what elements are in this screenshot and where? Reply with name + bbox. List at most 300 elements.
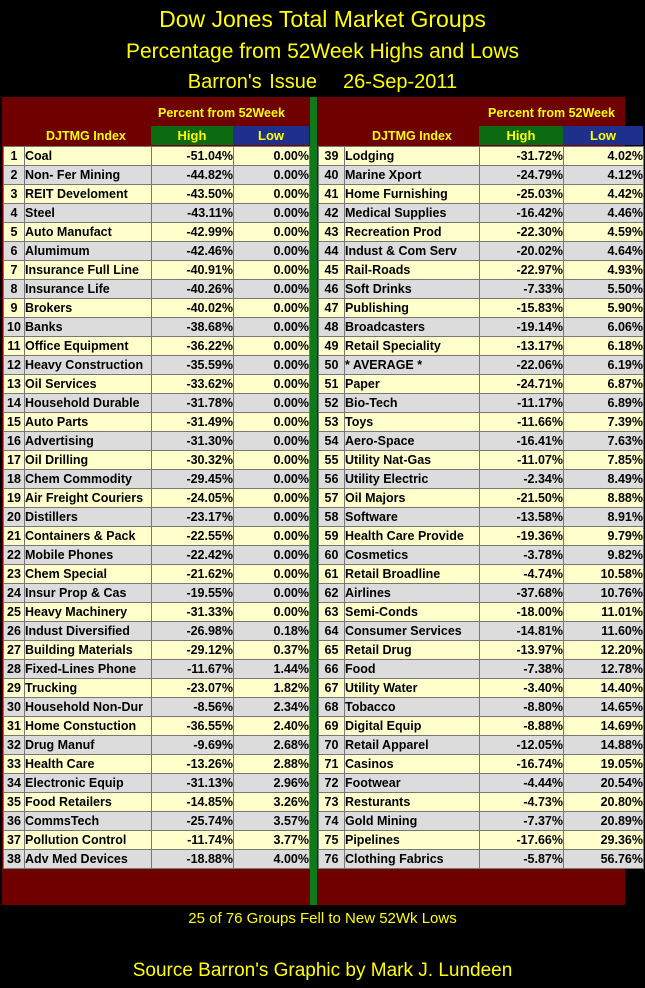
pct-from-high: -36.55% [152,717,234,736]
pct-from-low: 6.19% [564,356,644,375]
pct-from-low: 0.00% [234,261,310,280]
table-row [4,432,310,451]
table-row [319,147,644,166]
row-number: 44 [319,242,345,261]
pct-from-low: 0.00% [234,147,310,166]
group-name: Office Equipment [25,337,152,356]
row-number: 46 [319,280,345,299]
pct-from-high: -40.02% [152,299,234,318]
table-row [319,489,644,508]
pct-from-high: -12.05% [480,736,564,755]
group-name: Steel [25,204,152,223]
row-number: 72 [319,774,345,793]
table-left [3,146,310,869]
group-name: * AVERAGE * [345,356,480,375]
group-name: Clothing Fabrics [345,850,480,869]
pct-from-low: 0.00% [234,166,310,185]
pct-from-high: -11.07% [480,451,564,470]
row-number: 12 [4,356,25,375]
table-row [319,432,644,451]
group-name: REIT Develoment [25,185,152,204]
high-header-right: High [479,126,563,145]
table-row [319,280,644,299]
pct-from-low: 0.00% [234,394,310,413]
group-name: Fixed-Lines Phone [25,660,152,679]
row-number: 71 [319,755,345,774]
row-number: 67 [319,679,345,698]
table-row [319,470,644,489]
index-header-left: DJTMG Index [46,129,126,143]
pct-from-low: 14.65% [564,698,644,717]
pct-from-high: -42.99% [152,223,234,242]
pct-from-high: -24.79% [480,166,564,185]
pct-from-low: 5.50% [564,280,644,299]
row-number: 19 [4,489,25,508]
group-name: Retail Broadline [345,565,480,584]
pct-from-low: 4.46% [564,204,644,223]
pct-from-high: -19.55% [152,584,234,603]
group-name: Oil Drilling [25,451,152,470]
group-name: Advertising [25,432,152,451]
pct-from-high: -11.17% [480,394,564,413]
pct-from-low: 0.00% [234,546,310,565]
table-row [319,546,644,565]
row-number: 65 [319,641,345,660]
pct-from-high: -17.66% [480,831,564,850]
issue-date: 26-Sep-2011 [343,71,458,93]
row-number: 6 [4,242,25,261]
pct-from-high: -7.38% [480,660,564,679]
pct-from-high: -13.58% [480,508,564,527]
row-number: 18 [4,470,25,489]
pct-from-high: -22.30% [480,223,564,242]
percent-header-right: Percent from 52Week [488,106,615,120]
pct-from-low: 0.00% [234,318,310,337]
pct-from-low: 10.76% [564,584,644,603]
group-name: Brokers [25,299,152,318]
row-number: 43 [319,223,345,242]
group-name: Electronic Equip [25,774,152,793]
pct-from-low: 7.39% [564,413,644,432]
pct-from-low: 8.91% [564,508,644,527]
pct-from-high: -8.80% [480,698,564,717]
table-row [4,755,310,774]
pct-from-low: 0.00% [234,242,310,261]
pct-from-high: -22.97% [480,261,564,280]
pct-from-high: -44.82% [152,166,234,185]
row-number: 21 [4,527,25,546]
group-name: Coal [25,147,152,166]
pct-from-high: -24.71% [480,375,564,394]
table-row [4,470,310,489]
table-row [4,375,310,394]
group-name: Adv Med Devices [25,850,152,869]
pct-from-high: -4.73% [480,793,564,812]
table-row [319,736,644,755]
pct-from-high: -18.88% [152,850,234,869]
table-row [4,774,310,793]
pct-from-low: 7.85% [564,451,644,470]
pct-from-low: 2.88% [234,755,310,774]
footer-note: 25 of 76 Groups Fell to New 52Wk Lows [188,910,457,927]
row-number: 56 [319,470,345,489]
group-name: Non- Fer Mining [25,166,152,185]
table-row [319,774,644,793]
pct-from-high: -42.46% [152,242,234,261]
row-number: 59 [319,527,345,546]
pct-from-high: -31.30% [152,432,234,451]
row-number: 4 [4,204,25,223]
group-name: Containers & Pack [25,527,152,546]
row-number: 36 [4,812,25,831]
row-number: 30 [4,698,25,717]
row-number: 73 [319,793,345,812]
group-name: Insur Prop & Cas [25,584,152,603]
pct-from-high: -23.17% [152,508,234,527]
row-number: 25 [4,603,25,622]
row-number: 22 [4,546,25,565]
pct-from-low: 12.20% [564,641,644,660]
table-row [4,850,310,869]
table-row [319,185,644,204]
pct-from-high: -26.98% [152,622,234,641]
pct-from-high: -4.74% [480,565,564,584]
row-number: 74 [319,812,345,831]
row-number: 20 [4,508,25,527]
pct-from-low: 4.64% [564,242,644,261]
table-row [319,698,644,717]
pct-from-low: 0.00% [234,565,310,584]
group-name: Rail-Roads [345,261,480,280]
pct-from-high: -23.07% [152,679,234,698]
table-row [4,489,310,508]
pct-from-high: -22.55% [152,527,234,546]
pct-from-low: 0.00% [234,375,310,394]
row-number: 58 [319,508,345,527]
table-row [319,679,644,698]
row-number: 40 [319,166,345,185]
table-row [4,147,310,166]
table-row [4,242,310,261]
row-number: 39 [319,147,345,166]
pct-from-low: 1.82% [234,679,310,698]
pct-from-low: 2.34% [234,698,310,717]
group-name: Utility Nat-Gas [345,451,480,470]
pct-from-low: 2.68% [234,736,310,755]
group-name: Home Constuction [25,717,152,736]
pct-from-low: 0.00% [234,470,310,489]
pct-from-low: 9.79% [564,527,644,546]
group-name: Heavy Machinery [25,603,152,622]
pct-from-high: -33.62% [152,375,234,394]
row-number: 41 [319,185,345,204]
table-row [4,622,310,641]
table-row [4,679,310,698]
group-name: Air Freight Couriers [25,489,152,508]
pct-from-low: 0.00% [234,527,310,546]
group-name: Tobacco [345,698,480,717]
table-row [4,793,310,812]
pct-from-low: 0.00% [234,413,310,432]
pct-from-low: 0.00% [234,223,310,242]
pct-from-low: 14.88% [564,736,644,755]
group-name: Retail Drug [345,641,480,660]
group-name: Footwear [345,774,480,793]
row-number: 1 [4,147,25,166]
group-name: Semi-Conds [345,603,480,622]
pct-from-high: -21.50% [480,489,564,508]
table-row [4,356,310,375]
row-number: 24 [4,584,25,603]
row-number: 9 [4,299,25,318]
pct-from-high: -14.85% [152,793,234,812]
pct-from-high: -9.69% [152,736,234,755]
percent-header-left: Percent from 52Week [158,106,285,120]
row-number: 57 [319,489,345,508]
pct-from-low: 9.82% [564,546,644,565]
pct-from-high: -13.17% [480,337,564,356]
group-name: Home Furnishing [345,185,480,204]
row-number: 2 [4,166,25,185]
issue-line [0,71,645,94]
row-number: 63 [319,603,345,622]
table-row [4,831,310,850]
pct-from-low: 5.90% [564,299,644,318]
table-row [4,603,310,622]
pct-from-high: -8.88% [480,717,564,736]
group-name: Household Non-Dur [25,698,152,717]
row-number: 27 [4,641,25,660]
panel-divider [310,97,317,905]
pct-from-low: 0.00% [234,584,310,603]
table-row [319,356,644,375]
pct-from-low: 14.40% [564,679,644,698]
row-number: 76 [319,850,345,869]
pct-from-high: -43.11% [152,204,234,223]
pct-from-high: -4.44% [480,774,564,793]
table-right [318,146,644,869]
row-number: 53 [319,413,345,432]
table-row [319,831,644,850]
pct-from-low: 4.00% [234,850,310,869]
chart-subtitle: Percentage from 52Week Highs and Lows [126,40,519,63]
table-row [319,565,644,584]
pct-from-low: 0.00% [234,603,310,622]
pct-from-low: 19.05% [564,755,644,774]
group-name: Bio-Tech [345,394,480,413]
pct-from-high: -2.34% [480,470,564,489]
table-row [319,717,644,736]
table-row [4,204,310,223]
group-name: Paper [345,375,480,394]
pct-from-high: -13.97% [480,641,564,660]
pct-from-low: 0.00% [234,451,310,470]
row-number: 31 [4,717,25,736]
group-name: Alumimum [25,242,152,261]
table-row [319,299,644,318]
group-name: Oil Services [25,375,152,394]
table-row [319,793,644,812]
row-number: 64 [319,622,345,641]
pct-from-low: 14.69% [564,717,644,736]
group-name: Insurance Life [25,280,152,299]
pct-from-low: 1.44% [234,660,310,679]
row-number: 3 [4,185,25,204]
group-name: Food [345,660,480,679]
group-name: Building Materials [25,641,152,660]
row-number: 10 [4,318,25,337]
pct-from-high: -16.74% [480,755,564,774]
pct-from-low: 0.18% [234,622,310,641]
table-row [4,318,310,337]
group-name: Consumer Services [345,622,480,641]
pct-from-low: 6.87% [564,375,644,394]
pct-from-high: -31.33% [152,603,234,622]
row-number: 69 [319,717,345,736]
table-row [4,812,310,831]
group-name: Lodging [345,147,480,166]
table-row [319,166,644,185]
group-name: Digital Equip [345,717,480,736]
group-name: Utility Electric [345,470,480,489]
table-row [319,603,644,622]
pct-from-high: -19.14% [480,318,564,337]
table-row [319,375,644,394]
group-name: Airlines [345,584,480,603]
group-name: Mobile Phones [25,546,152,565]
pct-from-high: -29.12% [152,641,234,660]
group-name: Publishing [345,299,480,318]
group-name: Resturants [345,793,480,812]
group-name: Casinos [345,755,480,774]
pct-from-high: -11.74% [152,831,234,850]
row-number: 62 [319,584,345,603]
table-row [4,508,310,527]
pct-from-low: 4.02% [564,147,644,166]
table-row [319,413,644,432]
pct-from-low: 3.26% [234,793,310,812]
pct-from-high: -3.78% [480,546,564,565]
row-number: 50 [319,356,345,375]
pct-from-low: 12.78% [564,660,644,679]
pct-from-high: -14.81% [480,622,564,641]
pct-from-low: 0.00% [234,280,310,299]
pct-from-low: 0.00% [234,432,310,451]
group-name: Drug Manuf [25,736,152,755]
group-name: Retail Apparel [345,736,480,755]
row-number: 29 [4,679,25,698]
table-row [4,299,310,318]
pct-from-low: 10.58% [564,565,644,584]
table-row [4,565,310,584]
pct-from-high: -5.87% [480,850,564,869]
table-row [4,527,310,546]
pct-from-low: 0.00% [234,299,310,318]
group-name: Household Durable [25,394,152,413]
pct-from-low: 0.00% [234,356,310,375]
table-row [4,413,310,432]
table-row [319,451,644,470]
chart-title: Dow Jones Total Market Groups [159,6,486,32]
group-name: Trucking [25,679,152,698]
issue-label: Barron's Issue [187,71,318,93]
pct-from-high: -40.91% [152,261,234,280]
table-row [4,223,310,242]
pct-from-low: 0.00% [234,337,310,356]
group-name: Software [345,508,480,527]
table-row [319,641,644,660]
row-number: 54 [319,432,345,451]
table-row [319,223,644,242]
pct-from-high: -21.62% [152,565,234,584]
row-number: 47 [319,299,345,318]
low-header-left: Low [233,126,309,145]
group-name: Toys [345,413,480,432]
pct-from-high: -20.02% [480,242,564,261]
row-number: 23 [4,565,25,584]
pct-from-low: 6.89% [564,394,644,413]
group-name: Banks [25,318,152,337]
group-name: Health Care [25,755,152,774]
pct-from-low: 2.96% [234,774,310,793]
pct-from-low: 0.00% [234,508,310,527]
group-name: Health Care Provide [345,527,480,546]
pct-from-low: 0.00% [234,489,310,508]
pct-from-high: -43.50% [152,185,234,204]
table-row [319,261,644,280]
row-number: 75 [319,831,345,850]
pct-from-high: -38.68% [152,318,234,337]
pct-from-low: 6.06% [564,318,644,337]
pct-from-low: 4.42% [564,185,644,204]
row-number: 68 [319,698,345,717]
pct-from-low: 3.57% [234,812,310,831]
pct-from-low: 4.12% [564,166,644,185]
pct-from-low: 20.54% [564,774,644,793]
pct-from-high: -29.45% [152,470,234,489]
high-header-left: High [151,126,233,145]
table-row [4,261,310,280]
pct-from-high: -31.72% [480,147,564,166]
group-name: Distillers [25,508,152,527]
pct-from-low: 7.63% [564,432,644,451]
row-number: 37 [4,831,25,850]
group-name: Oil Majors [345,489,480,508]
pct-from-high: -24.05% [152,489,234,508]
row-number: 49 [319,337,345,356]
pct-from-low: 0.37% [234,641,310,660]
row-number: 45 [319,261,345,280]
pct-from-high: -13.26% [152,755,234,774]
row-number: 42 [319,204,345,223]
row-number: 35 [4,793,25,812]
table-row [319,527,644,546]
pct-from-low: 0.00% [234,204,310,223]
group-name: Pollution Control [25,831,152,850]
pct-from-low: 20.80% [564,793,644,812]
table-row [4,736,310,755]
pct-from-low: 2.40% [234,717,310,736]
table-row [4,185,310,204]
table-row [319,812,644,831]
table-row [4,394,310,413]
row-number: 32 [4,736,25,755]
row-number: 51 [319,375,345,394]
row-number: 16 [4,432,25,451]
table-row [319,755,644,774]
pct-from-high: -7.37% [480,812,564,831]
pct-from-high: -31.13% [152,774,234,793]
